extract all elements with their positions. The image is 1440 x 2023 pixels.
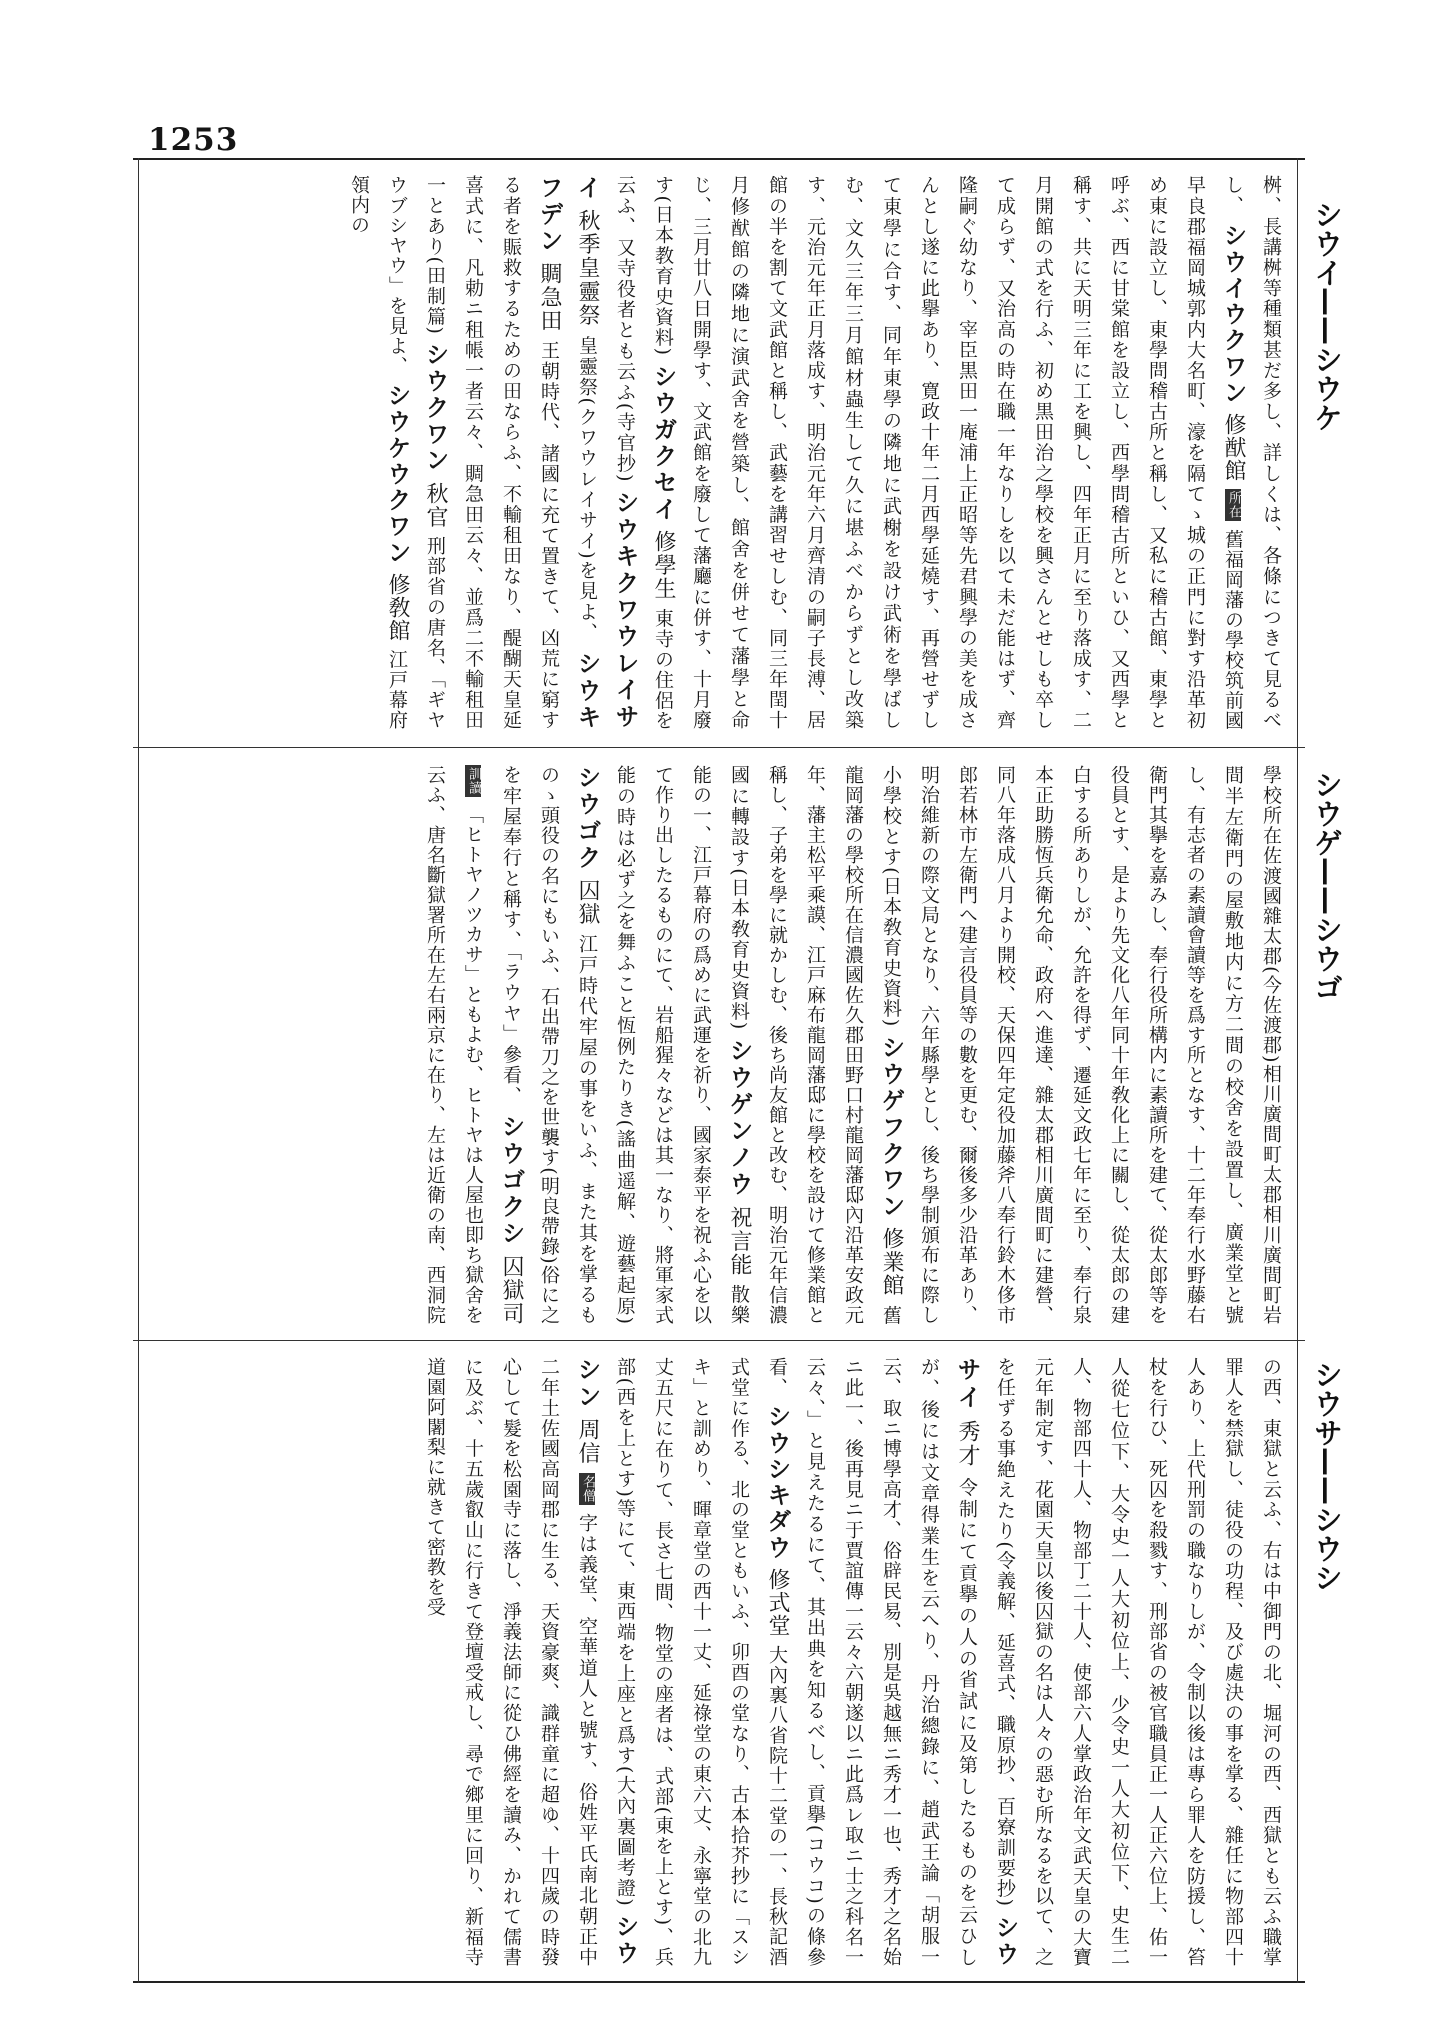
entry-body: 「ヒトヤノツカサ」ともよむ、ヒトヤは人屋也即ち獄舍を云ふ、唐名斷獄署所在左右兩京に在り、左は近衛の南、西洞院: [424, 765, 484, 1325]
dictionary-band-middle: [150, 765, 1290, 1325]
entry-body: 東寺の住侶を云ふ、又寺役者とも云ふ(寺官抄): [614, 175, 674, 730]
entry-heading: シウシン: [573, 1357, 639, 1967]
entry-kanji: 修敎館: [385, 573, 410, 643]
entry-shiushikidau: [614, 1357, 791, 1967]
entry-body: 刑部省の唐名、「ギヤウブシヤウ」を見よ、: [386, 175, 446, 730]
continuation-text: 桝、長講桝等種類甚だ多し、詳しくは、各條につきて見るべし、: [1222, 175, 1282, 730]
entry-body: 字は義堂、空華道人と號す、俗姓平氏南北朝正中二年土佐國高岡郡に生る、天資豪爽、識群童に超ゆ、十四歲の時發心して髮を松園寺に落し、淨義法師に從ひ佛經を讀み、かれて儒書に及ぶ、十五歲叡山に行きて登壇受戒し、尋で鄉里に回り、新福寺道園阿闍梨に就きて密教を受: [424, 1357, 598, 1967]
entry-kanji: 囚獄: [575, 879, 600, 927]
entry-heading: シウケウクワン: [383, 383, 411, 567]
entry-heading: シウイウクワン: [1219, 222, 1247, 406]
entry-heading: シウキクワウレイサイ: [573, 175, 639, 730]
frame-left-rule: [138, 158, 139, 1983]
entry-kanji: 修學生: [651, 529, 676, 601]
entry-heading: シウクワン: [421, 342, 449, 475]
entry-kanji: 賙急田: [537, 262, 562, 333]
page-number: 1253: [148, 122, 239, 158]
guide-word-bottom: シウサ——シウシ: [1310, 1360, 1344, 1592]
entry-kanji: 秀才: [955, 1420, 980, 1469]
entry-body: 散樂能の一、江戸幕府の爲めに武運を祈り、國家泰平を祝ふ心を以て作り出したるものにて、岩船猩々などは其一なり、將軍家式能の時は必ず之を舞ふこと恆例たりき(謠曲遥解、遊藝起原): [614, 765, 750, 1325]
entry-body: 江戸時代牢屋の事をいふ、また其を掌るものゝ頭役の名にもいふ、石出帶刀之を世襲す(明良帶錄)俗に之を牢屋奉行と稱す、「ラウヤ」參看、: [500, 765, 598, 1325]
entry-shiuiukuwan: [652, 175, 1247, 730]
entry-body: 王朝時代、諸國に充て置きて、凶荒に窮する者を賑救するための田ならふ、不輸租田なり、醍醐天皇延喜式に、凡勅ニ租帳一者云々、賙急田云々、並爲二不輸租田一とあり(田制篇): [424, 175, 560, 730]
dictionary-band-top: [150, 175, 1290, 730]
dictionary-band-bottom: [150, 1357, 1290, 1967]
section-divider-1: [133, 747, 1305, 748]
entry-heading: シウゲンノウ: [725, 1038, 753, 1198]
entry-kanji: 祝言能: [727, 1205, 752, 1277]
entry-kanji: 秋季皇靈祭: [575, 209, 600, 328]
entry-heading: シウゴクシ: [497, 1113, 525, 1248]
continuation-text: 學校所在佐渡國雜太郡(今佐渡郡)相川廣間町太郡相川廣間町岩間半左衛門の屋敷地内に方二間の校舍を設置し、廣業堂と號し、有志者の素讀會讀等を爲す所となす、十二年奉行水野藤右衛門其擧を嘉みし、奉行役所構内に素讀所を建て、從太郎等を役員とす、是より先文化八年同十年敎化上に關し、從太郎の建白する所ありしが、允許を得ず、遷延文政七年に至り、奉行泉本正助勝恆兵衛允命、政府へ進達、雜太郡相川廣間町に建營、同八年落成八月より開校、天保四年定役加藤斧八奉行鈴木侈市郎若林市左衛門へ建言役員等の數を更む、爾後多少沿革あり、明治維新の際文局となり、六年縣學とし、後ち學制頒布に際し小學校とす(日本敎育史資料): [880, 765, 1282, 1325]
entry-heading: シウゴク: [573, 765, 601, 872]
entry-kanji: 囚獄司: [499, 1254, 524, 1325]
entry-body: 皇靈祭(クワウレイサイ)を見よ、: [576, 335, 598, 643]
entry-heading: シウガクセイ: [649, 363, 677, 523]
entry-heading: シウサイ: [953, 1357, 1019, 1967]
entry-kanji: 周信: [575, 1418, 600, 1466]
guide-word-middle: シウゲ——シウゴ: [1310, 770, 1344, 1002]
continuation-text: の西、東獄と云ふ、右は中御門の北、堀河の西、西獄とも云ふ職掌罪人を禁獄し、徒役の功程、及び處決の事を掌る、雜任に物部四十人あり、上代刑罰の職なりしが、令制以後は專ら罪人を防援し、笞杖を行ひ、死囚を殺戮す、刑部省の被官職員正一人正六位上、佑一人從七位下、大令史一人大初位上、少令史一人大初位下、史生二人、物部四十人、物部丁二十人、使部六人掌政治年文武天皇の大寶元年制定す、花園天皇以後囚獄の名は人々の惡む所なるを以て、之を任ずる事絶えたり(令義解、延喜式、職原抄、百寮訓要抄): [994, 1357, 1282, 1967]
entry-kanji: 秋官: [423, 481, 448, 529]
entry-body: 舊龍岡藩の學校所在信濃國佐久郡田野口村龍岡藩邸內沿革安政元年、藩主松平乘謨、江戸麻布龍岡藩邸に學校を設けて修業館と稱し、子弟を學に就かしむ、後ち尚友館と改む、明治元年信濃國に轉設す(日本敎育史資料): [728, 765, 902, 1325]
entry-body: 大內裏八省院十二堂の一、長秋記酒式堂に作る、北の堂ともいふ、卯酉の堂なり、古本拾芥抄に「スシキ」と訓めり、暉章堂の西十一丈、延祿堂の東六丈、永寧堂の北九丈五尺に在りて、長さ七間、物堂の座者は、式部(東を上とす)、兵部(西を上とす)等にて、東西端を上座と爲す(大內裏圖考證): [614, 1357, 788, 1967]
entry-body: 令制にて貢擧の人の省試に及第したるものを云ひしが、後には文章得業生を云へり、丹治總錄に、趙武王論「胡服一云、取ニ博學高才、俗辟民易、別是吳越無ニ秀才一也、秀才之名始ニ此一、後再見ニ于賈誼傳一云々六朝遂以ニ此爲レ取ニ士之科名一云々、」と見えたるにて、其出典を知るべし、貢擧(コウコ)の條參看、: [766, 1357, 978, 1967]
entry-kanji: 修業館: [879, 1227, 904, 1298]
entry-body: 舊福岡藩の學校筑前國早良郡福岡城郭内大名町、濠を隔てゝ城の正門に對す沿革初め東に設立し、東學問稽古所と稱し、又私に稽古館、東學と呼ぶ、西に甘棠館を設立し、西學問稽古所といひ、又西學と稱す、共に天明三年に工を興し、四年正月に至り落成す、二月開館の式を行ふ、初め黒田治之學校を興さんとせしも卒して成らず、又治高の時在職一年なりしを以て未だ能はず、齊隆嗣ぐ幼なり、宰臣黒田一庵浦上正昭等先君興學の美を成さんとし遂に此擧あり、寛政十年二月西學延燒す、再營せずして東學に合す、同年東學の隣地に武榭を設け武術を學ばしむ、文久三年三月館材蟲生して久に堪ふべからずとし改築す、元治元年正月落成す、明治元年六月齊清の嗣子長溥、居館の半を割て文武館と稱し、武藝を講習せしむ、同三年閏十月修猷館の隣地に演武舍を營築し、館舍を併せて藩學と命じ、三月廿八日開學す、文武館を廢して藩廳に併す、十月廢す(日本教育史資料): [652, 175, 1244, 730]
entry-heading: シウシキダウ: [763, 1404, 791, 1562]
entry-tag: 名僧: [580, 1475, 595, 1504]
entry-shiusai: [766, 1357, 1019, 1967]
entry-heading: シウゲフクワン: [877, 1034, 905, 1220]
entry-kanji: 修式堂: [765, 1568, 790, 1638]
section-divider-2: [133, 1340, 1305, 1341]
entry-body: 江戸幕府領内の: [348, 175, 408, 730]
entry-tag: 所在: [1226, 491, 1241, 520]
entry-kanji: 修猷館: [1221, 412, 1246, 483]
frame-right-rule: [1297, 158, 1298, 1983]
entry-heading: シウキフデン: [535, 175, 601, 730]
entry-tag: 訓讀: [466, 767, 481, 795]
guide-word-top: シウイ——シウケ: [1310, 200, 1344, 432]
entry-shiushin: [424, 1357, 639, 1967]
